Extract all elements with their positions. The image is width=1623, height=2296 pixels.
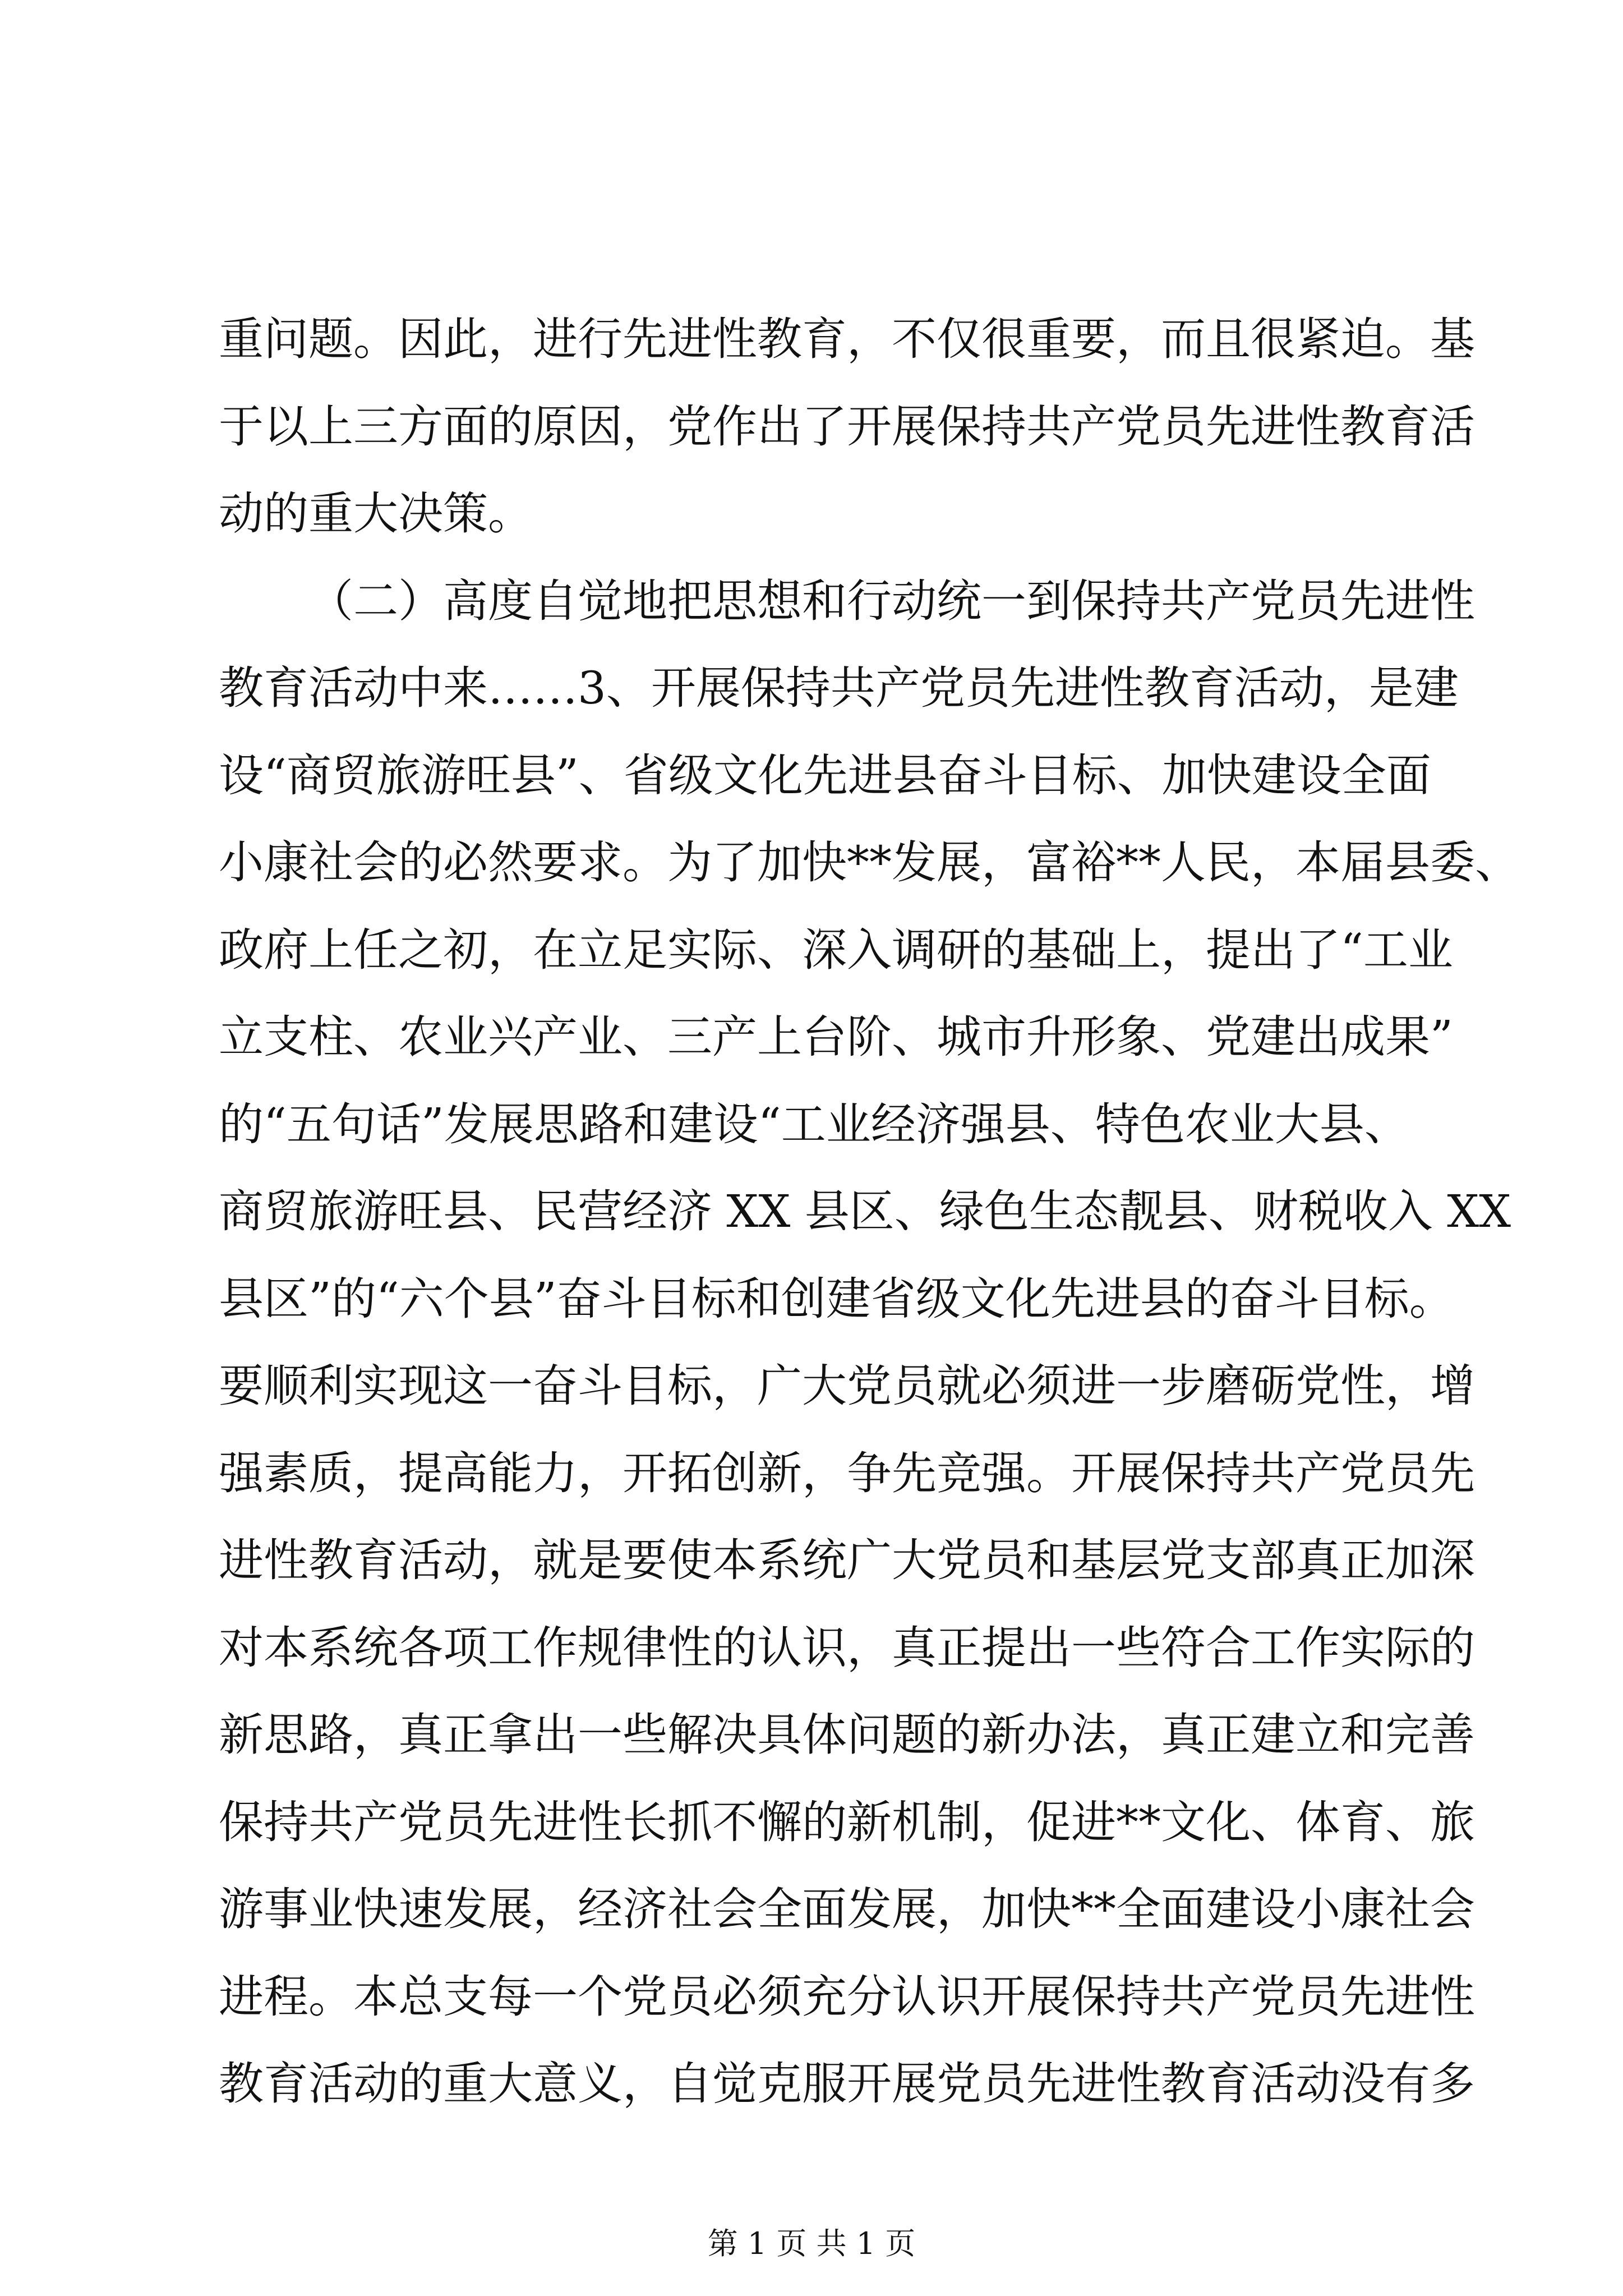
text-line-2: 于以上三方面的原因，党作出了开展保持共产党员先进性教育活: [219, 401, 1475, 453]
text-line-3: 动的重大决策。: [219, 487, 533, 540]
text-line-18: 保持共产党员先进性长抓不懈的新机制，促进**文化、体育、旅: [219, 1796, 1475, 1848]
text-line-15: 进性教育活动，就是要使本系统广大党员和基层党支部真正加深: [219, 1534, 1475, 1586]
text-line-19: 游事业快速发展，经济社会全面发展，加快**全面建设小康社会: [219, 1883, 1475, 1935]
text-line-14: 强素质，提高能力，开拓创新，争先竞强。开展保持共产党员先: [219, 1447, 1475, 1499]
text-line-13: 要顺利实现这一奋斗目标，广大党员就必须进一步磨砺党性，增: [219, 1360, 1475, 1412]
text-line-21-holder: 教育活动的重大意义，自觉克服开展党员先进性教育活动没有多: [219, 2058, 1475, 2110]
text-line-12: 县区”的“六个县”奋斗目标和创建省级文化先进县的奋斗目标。: [219, 1273, 1454, 1325]
text-line-11: 商贸旅游旺县、民营经济 XX 县区、绿色生态靓县、财税收入 XX: [219, 1185, 1511, 1237]
text-line-4: （二）高度自觉地把思想和行动统一到保持共产党员先进性: [308, 575, 1475, 627]
text-line-20: 进程。本总支每一个党员必须充分认识开展保持共产党员先进性: [219, 1971, 1475, 2023]
text-line-10: 的“五句话”发展思路和建设“工业经济强县、特色农业大县、: [219, 1098, 1409, 1151]
page-footer: 第 1 页 共 1 页: [707, 2226, 916, 2261]
text-line-6: 设“商贸旅游旺县”、省级文化先进县奋斗目标、加快建设全面: [219, 749, 1431, 802]
text-line-16: 对本系统各项工作规律性的认识，真正提出一些符合工作实际的: [219, 1622, 1475, 1674]
text-line-8: 政府上任之初，在立足实际、深入调研的基础上，提出了“工业: [219, 924, 1453, 976]
text-line-9: 立支柱、农业兴产业、三产上台阶、城市升形象、党建出成果”: [219, 1011, 1453, 1063]
text-line-5: 教育活动中来……3、开展保持共产党员先进性教育活动，是建: [219, 662, 1459, 714]
text-line-17: 新思路，真正拿出一些解决具体问题的新办法，真正建立和完善: [219, 1709, 1475, 1761]
text-line-7: 小康社会的必然要求。为了加快**发展，富裕**人民，本届县委、: [219, 836, 1520, 889]
text-line-1: 重问题。因此，进行先进性教育，不仅很重要，而且很紧迫。基: [219, 313, 1475, 365]
